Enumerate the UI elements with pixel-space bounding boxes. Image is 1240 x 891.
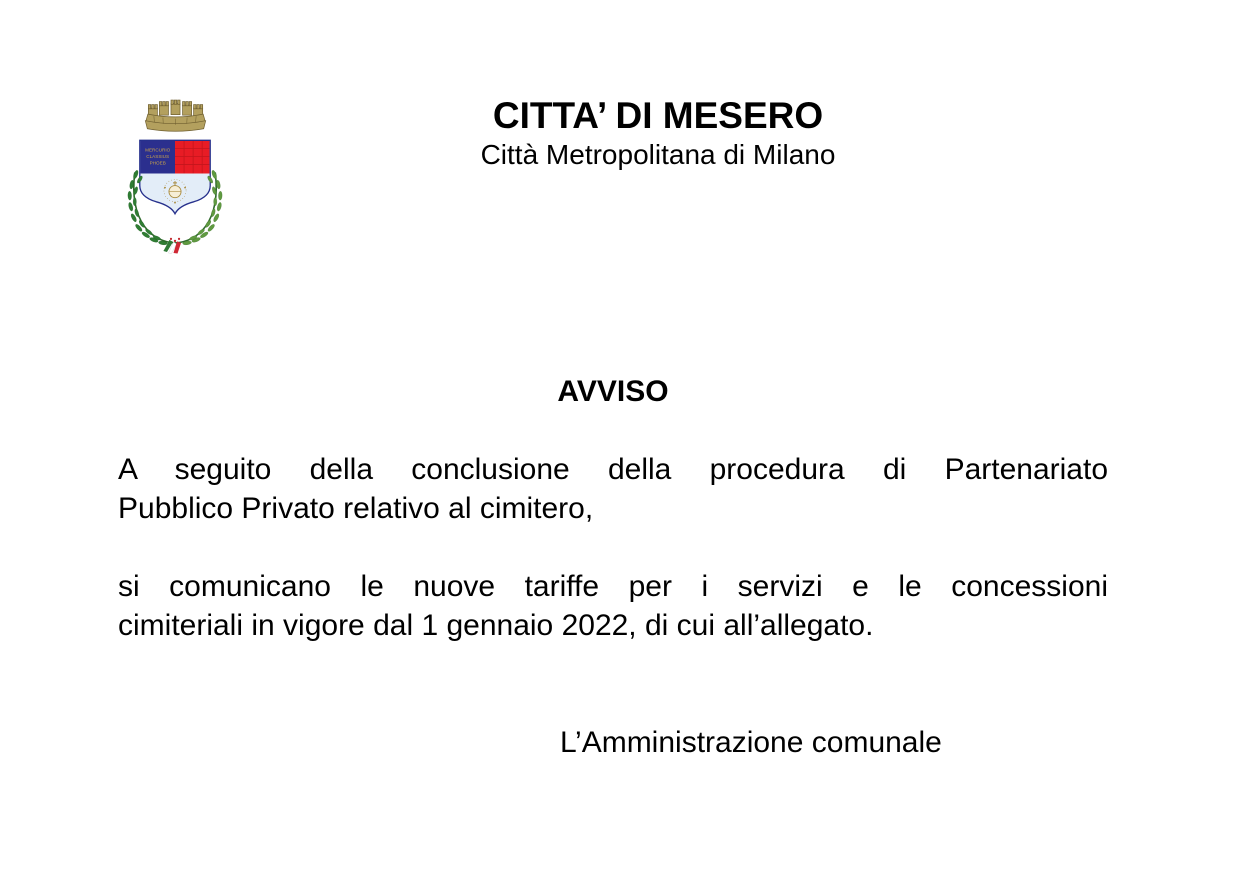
notice-heading: AVVISO [557, 375, 669, 408]
spacer [118, 528, 1108, 567]
signature: L’Amministrazione comunale [560, 726, 942, 759]
paragraph1-line2: Pubblico Privato relativo al cimitero, [118, 492, 594, 525]
svg-text:PHOEB: PHOEB [149, 160, 166, 166]
spacer [118, 645, 1108, 684]
shield-red-quarter [175, 141, 210, 173]
paragraph2-line2: cimiteriali in vigore dal 1 gennaio 2022, di cui all’allegato. [118, 609, 874, 642]
city-title: CITTA’ DI MESERO [492, 95, 824, 136]
paragraph2-line1: si comunicano le nuove tariffe per i servizi e le concessioni [118, 570, 1108, 603]
svg-text:CLASSIUS: CLASSIUS [146, 153, 170, 159]
document-header [481, 94, 836, 171]
spacer [118, 684, 1108, 723]
mural-crown-icon [145, 100, 205, 131]
city-subtitle: Città Metropolitana di Milano [480, 139, 836, 170]
coat-of-arms [122, 90, 226, 254]
paragraph1-line1: A seguito della conclusione della procedura di Partenariato [118, 453, 1108, 486]
spacer [118, 411, 1108, 450]
document-body [118, 372, 1108, 762]
svg-text:MERCURIO: MERCURIO [145, 147, 171, 153]
shield [140, 140, 210, 213]
